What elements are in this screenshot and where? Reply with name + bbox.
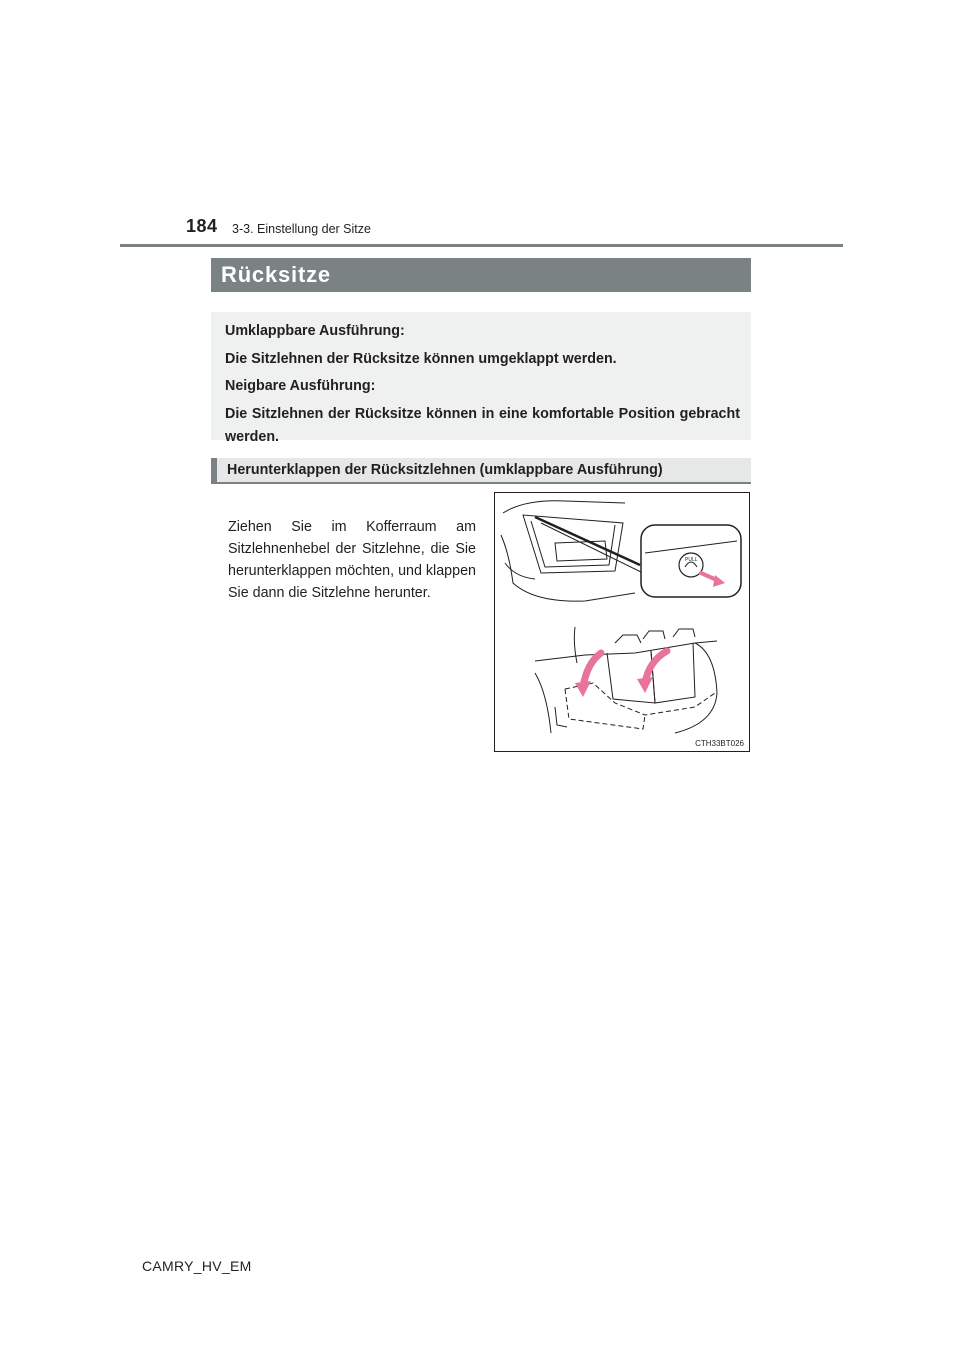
intro-foldable-text: Die Sitzlehnen der Rücksitze können umgeklappt werden.: [225, 350, 617, 367]
trunk-roof-line: [503, 501, 625, 513]
intro-reclinable-label: Neigbare Ausführung:: [225, 378, 376, 394]
illustration-drawing: [495, 493, 750, 752]
document-code: CAMRY_HV_EM: [142, 1258, 252, 1274]
car-rear-fender: [505, 563, 535, 579]
page-title: Rücksitze: [221, 262, 331, 287]
intro-box: [211, 312, 751, 445]
fold-arrow-left-head: [575, 681, 591, 697]
section-reference: 3-3. Einstellung der Sitze: [232, 222, 371, 236]
headrest-left: [615, 635, 641, 643]
subsection-heading-bar: [211, 458, 751, 484]
intro-reclinable-text: Die Sitzlehnen der Rücksitze können in eine komfortable Position gebracht werden.: [225, 405, 740, 445]
intro-foldable-label: Umklappbare Ausführung:: [225, 323, 405, 339]
c-pillar-line: [574, 627, 577, 663]
car-rear-body: [501, 535, 635, 601]
headrest-center: [643, 631, 665, 639]
headrest-right: [673, 629, 695, 637]
lever-label: PULL: [685, 557, 698, 563]
header-divider: [120, 244, 843, 247]
folded-seat-outline: [565, 689, 645, 729]
subsection-heading: Herunterklappen der Rücksitzlehnen (umklappbare Ausführung): [227, 462, 663, 478]
subsection-body-text: Ziehen Sie im Kofferraum am Sitzlehnenhebel der Sitzlehne, die Sie herunterklappen möchten, und klappen Sie dann die Sitzlehne herunter.: [228, 519, 476, 601]
trunk-floor-edge: [555, 707, 567, 727]
page-title-bar: [211, 258, 751, 292]
pointer-line-upper: [535, 517, 640, 565]
figure-code: CTH33BT026: [695, 739, 744, 748]
page-number: 184: [186, 216, 218, 236]
seatback-right: [651, 643, 695, 703]
trunk-side-wall: [535, 673, 551, 733]
fold-arrow-right-head: [637, 677, 653, 693]
rear-seat-side: [675, 643, 717, 733]
parcel-shelf: [535, 641, 717, 661]
seat-fold-illustration: [494, 492, 750, 752]
